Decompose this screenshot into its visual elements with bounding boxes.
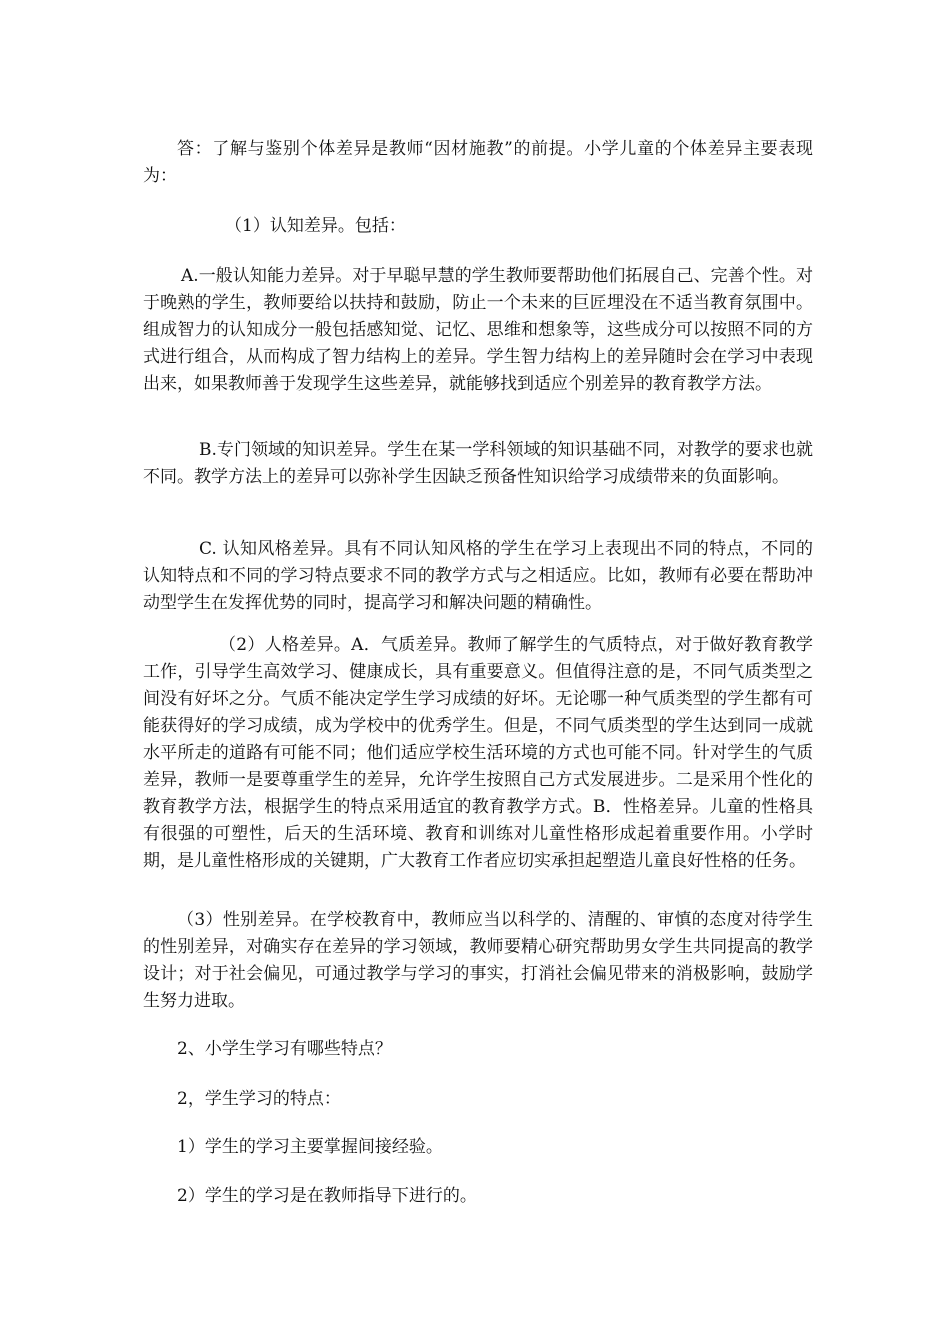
paragraph-learning-features-title: 2，学生学习的特点：	[177, 1089, 341, 1109]
paragraph-question-2: 2、小学生学习有哪些特点？	[177, 1039, 392, 1059]
paragraph-general-cognitive-ability: A.一般认知能力差异。对于早聪早慧的学生教师要帮助他们拓展自己、完善个性。对于晚熟的学生，教师要给以扶持和鼓励，防止一个未来的巨匠埋没在不适当教育氛围中。组成智力的认知成分一般包括感知觉、记忆、思维和想象等，这些成分可以按照不同的方式进行组合，从而构成了智力结构上的差异。学生智力结构上的差异随时会在学习中表现出来，如果教师善于发现学生这些差异，就能够找到适应个别差异的教育教学方法。	[143, 266, 813, 394]
paragraph-cognitive-heading: （1）认知差异。包括：	[225, 216, 406, 236]
paragraph-feature-2: 2）学生的学习是在教师指导下进行的。	[177, 1186, 477, 1206]
paragraph-answer-intro: 答：了解与鉴别个体差异是教师“因材施教”的前提。小学儿童的个体差异主要表现为：	[143, 139, 813, 186]
paragraph-gender: （3）性别差异。在学校教育中，教师应当以科学的、清醒的、审慎的态度对待学生的性别差异，对确实存在差异的学习领域，教师要精心研究帮助男女学生共同提高的教学设计；对于社会偏见，可通过教学与学习的事实，打消社会偏见带来的消极影响，鼓励学生努力进取。	[143, 910, 813, 1011]
paragraph-personality: （2）人格差异。A．气质差异。教师了解学生的气质特点，对于做好教育教学工作，引导学生高效学习、健康成长，具有重要意义。但值得注意的是，不同气质类型之间没有好坏之分。气质不能决定学生学习成绩的好坏。无论哪一种气质类型的学生都有可能获得好的学习成绩，成为学校中的优秀学生。但是，不同气质类型的学生达到同一成就水平所走的道路有可能不同；他们适应学校生活环境的方式也可能不同。针对学生的气质差异，教师一是要尊重学生的差异，允许学生按照自己方式发展进步。二是采用个性化的教育教学方法，根据学生的特点采用适宜的教育教学方式。B．性格差异。儿童的性格具有很强的可塑性，后天的生活环境、教育和训练对儿童性格形成起着重要作用。小学时期，是儿童性格形成的关键期，广大教育工作者应切实承担起塑造儿童良好性格的任务。	[143, 635, 813, 871]
paragraph-feature-1: 1）学生的学习主要掌握间接经验。	[177, 1137, 443, 1157]
paragraph-cognitive-style: C. 认知风格差异。具有不同认知风格的学生在学习上表现出不同的特点，不同的认知特点和不同的学习特点要求不同的教学方式与之相适应。比如，教师有必要在帮助冲动型学生在发挥优势的同时，提高学习和解决问题的精确性。	[143, 539, 813, 613]
paragraph-domain-knowledge: B.专门领域的知识差异。学生在某一学科领域的知识基础不同，对教学的要求也就不同。教学方法上的差异可以弥补学生因缺乏预备性知识给学习成绩带来的负面影响。	[143, 440, 813, 487]
